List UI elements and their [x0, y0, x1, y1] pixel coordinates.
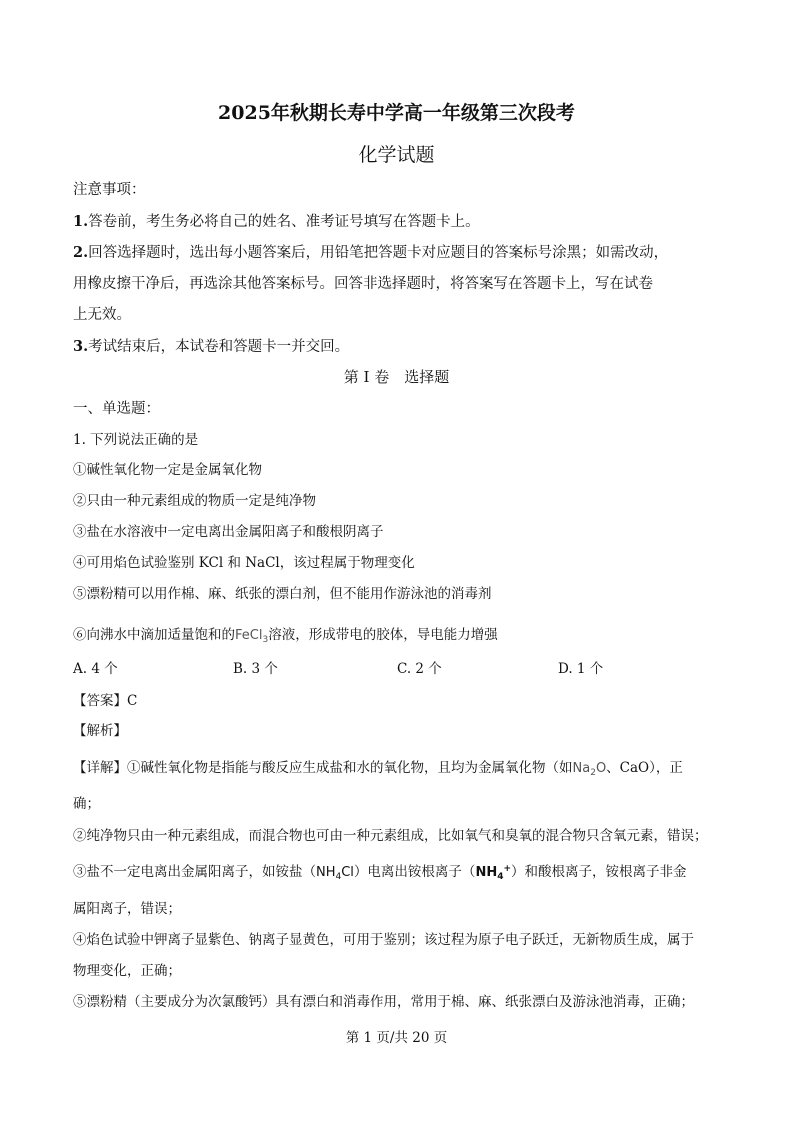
statement-6 [73, 623, 733, 645]
detail-3-line2: 属阳离子，错误； [73, 901, 181, 917]
note-2-text-line1: 回答选择题时，选出每小题答案后，用铅笔把答题卡对应题目的答案标号涂黑；如需改动， [88, 245, 669, 261]
option-d: D. 1 个 [558, 661, 604, 677]
nh4cl-subscript: 4 [335, 872, 342, 882]
exam-subtitle: 化学试题 [358, 144, 435, 166]
option-a: A. 4 个 [73, 661, 118, 677]
ammonium-ion [475, 865, 511, 880]
na2o-subscript: 2 [590, 768, 596, 778]
detail-1-pre: 【详解】①碱性氧化物是指能与酸反应生成盐和水的氧化物，且均为金属氧化物（如 [73, 760, 573, 776]
fecl3-subscript: 3 [262, 635, 269, 645]
notes-heading: 注意事项： [73, 182, 146, 198]
na2o-symbol: Na [572, 761, 591, 776]
statement-6-pre: ⑥向沸水中滴加适量饱和的 [73, 627, 235, 643]
statement-2: ②只由一种元素组成的物质一定是纯净物 [73, 493, 316, 509]
statement-1: ①碱性氧化物一定是金属氧化物 [73, 462, 262, 478]
page-number: 第 1 页/共 20 页 [345, 1030, 448, 1046]
nh4cl-chlorine: Cl [341, 865, 354, 880]
answer-value: C [127, 693, 138, 709]
detail-2: ②纯净物只由一种元素组成，而混合物也可由一种元素组成，比如氧气和臭氧的混合物只含氧元素，错误； [73, 828, 708, 844]
detail-5: ⑤漂粉精（主要成分为次氯酸钙）具有漂白和消毒作用，常用于棉、麻、纸张漂白及游泳池消毒，正确； [73, 994, 694, 1010]
detail-3-post: ）和酸根离子，铵根离子非金 [511, 864, 687, 880]
note-2-number: 2. [73, 244, 89, 261]
note-2-text-line2: 用橡皮擦干净后，再选涂其他答案标号。回答非选择题时，将答案写在答题卡上，写在试卷 [73, 276, 653, 292]
question-1-stem: 1. 下列说法正确的是 [73, 432, 199, 448]
statement-5: ⑤漂粉精可以用作棉、麻、纸张的漂白剂，但不能用作游泳池的消毒剂 [73, 586, 492, 602]
section-label: 第 I 卷 选择题 [343, 368, 450, 386]
note-3 [73, 335, 733, 356]
statement-4: ④可用焰色试验鉴别 KCl 和 NaCl，该过程属于物理变化 [73, 555, 415, 571]
ammonium-subscript: 4 [497, 872, 504, 882]
fecl3-symbol: FeCl [235, 628, 263, 643]
analysis-label: 【解析】 [73, 723, 127, 739]
note-1-number: 1. [73, 213, 89, 230]
detail-3-mid: ）电离出铵根离子（ [353, 864, 476, 880]
detail-1 [73, 756, 733, 778]
option-b: B. 3 个 [233, 661, 278, 677]
answer-line [73, 689, 733, 709]
detail-4-line2: 物理变化，正确； [73, 963, 181, 979]
nh4cl-formula [316, 865, 354, 880]
na2o-oxygen: O [595, 761, 607, 776]
detail-3 [73, 860, 733, 882]
detail-3-pre: ③盐不一定电离出金属阳离子，如铵盐（ [73, 864, 316, 880]
fecl3-formula [235, 628, 268, 643]
ammonium-symbol: NH [475, 865, 498, 880]
statement-3: ③盐在水溶液中一定电离出金属阳离子和酸根阴离子 [73, 524, 384, 540]
note-1 [73, 210, 733, 231]
note-3-number: 3. [73, 338, 89, 355]
note-3-text: 考试结束后，本试卷和答题卡一并交回。 [88, 339, 350, 355]
part-heading: 一、单选题： [73, 401, 160, 417]
note-2-text-line3: 上无效。 [73, 307, 131, 323]
note-2 [73, 241, 733, 262]
ammonium-charge: + [503, 864, 512, 874]
na2o-formula [573, 761, 607, 776]
detail-4-line1: ④焰色试验中钾离子显紫色、钠离子显黄色，可用于鉴别；该过程为原子电子跃迁，无新物质生成，属于 [73, 932, 694, 948]
option-c: C. 2 个 [397, 661, 442, 677]
exam-title: 2025年秋期长寿中学高一年级第三次段考 [218, 102, 575, 124]
detail-1-line2: 确； [73, 796, 100, 812]
statement-6-post: 溶液，形成带电的胶体，导电能力增强 [268, 627, 498, 643]
answer-label: 【答案】 [73, 693, 127, 709]
note-1-text: 答卷前，考生务必将自己的姓名、准考证号填写在答题卡上。 [88, 214, 480, 230]
detail-1-post: 、CaO），正 [606, 760, 683, 776]
nh4cl-symbol: NH [316, 865, 336, 880]
